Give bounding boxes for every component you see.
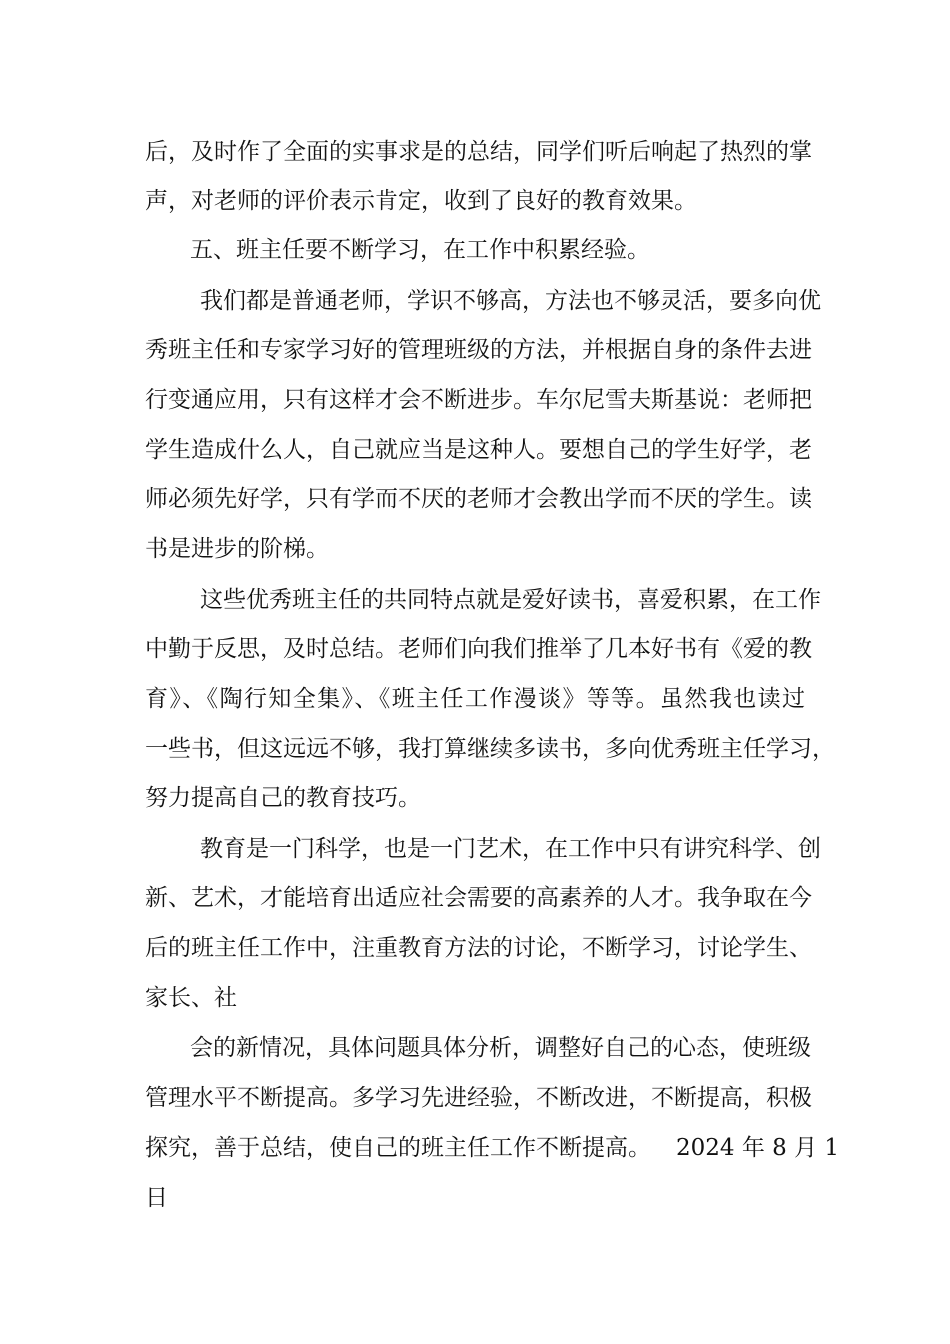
text-line: 书是进步的阶梯。 bbox=[145, 536, 329, 562]
date-text: 2024 年 8 月 1 bbox=[676, 1135, 840, 1161]
text-line: 一些书，但这远远不够，我打算继续多读书，多向优秀班主任学习， bbox=[145, 736, 835, 762]
text-line: 日 bbox=[145, 1185, 168, 1211]
text-line: 管理水平不断提高。多学习先进经验，不断改进，不断提高，积极 bbox=[145, 1085, 812, 1111]
text-line: 探究，善于总结，使自己的班主任工作不断提高。 bbox=[145, 1135, 651, 1161]
text-line: 中勤于反思，及时总结。老师们向我们推举了几本好书有《爱的教 bbox=[145, 636, 812, 662]
text-line: 努力提高自己的教育技巧。 bbox=[145, 785, 421, 811]
text-line: 声，对老师的评价表示肯定，收到了良好的教育效果。 bbox=[145, 188, 697, 214]
text-line: 学生造成什么人，自己就应当是这种人。要想自己的学生好学，老 bbox=[145, 437, 812, 463]
text-line: 我们都是普通老师，学识不够高，方法也不够灵活，要多向优 bbox=[200, 288, 821, 314]
text-line: 秀班主任和专家学习好的管理班级的方法，并根据自身的条件去进 bbox=[145, 337, 812, 363]
section-heading: 五、班主任要不断学习，在工作中积累经验。 bbox=[190, 237, 650, 263]
text-line: 新、艺术，才能培育出适应社会需要的高素养的人才。我争取在今 bbox=[145, 885, 812, 911]
text-line: 师必须先好学，只有学而不厌的老师才会教出学而不厌的学生。读 bbox=[145, 486, 812, 512]
text-line: 教育是一门科学，也是一门艺术，在工作中只有讲究科学、创 bbox=[200, 836, 821, 862]
text-line: 后的班主任工作中，注重教育方法的讨论，不断学习，讨论学生、 bbox=[145, 935, 812, 961]
text-line: 家长、社 bbox=[145, 985, 237, 1011]
text-line: 这些优秀班主任的共同特点就是爱好读书，喜爱积累，在工作 bbox=[200, 587, 821, 613]
text-line: 行变通应用，只有这样才会不断进步。车尔尼雪夫斯基说：老师把 bbox=[145, 387, 812, 413]
text-line: 会的新情况，具体问题具体分析，调整好自己的心态，使班级 bbox=[190, 1035, 811, 1061]
text-line: 育》、《陶行知全集》、《班主任工作漫谈》等等。虽然我也读过 bbox=[145, 686, 805, 712]
text-line: 后，及时作了全面的实事求是的总结，同学们听后响起了热烈的掌 bbox=[145, 139, 812, 165]
